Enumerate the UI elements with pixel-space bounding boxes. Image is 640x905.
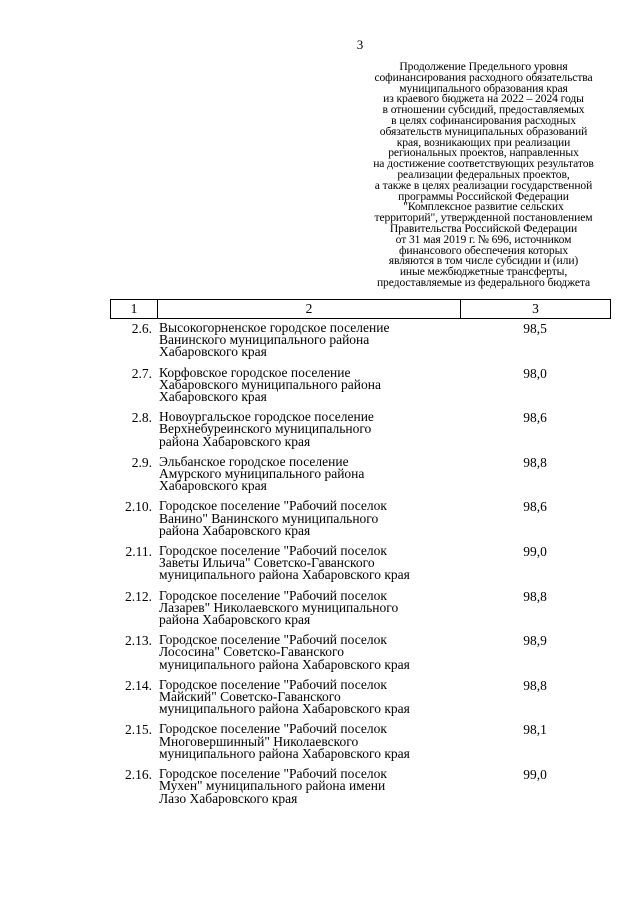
name-line: Корфовское городское поселение	[159, 364, 351, 380]
municipality-name	[157, 723, 460, 760]
name-line: Ванино" Ванинского муниципального	[159, 510, 379, 526]
heading-line: края, возникающих при реализации	[396, 135, 571, 149]
municipality-name	[157, 500, 460, 537]
row-number: 2.8.	[131, 410, 152, 426]
heading-line: из краевого бюджета на 2022 – 2024 годы	[383, 92, 584, 106]
name-line: Заветы Ильича" Советско-Гаванского	[159, 555, 375, 571]
cofinancing-level: 98,6	[523, 499, 547, 515]
row-number: 2.12.	[125, 588, 152, 604]
cofinancing-level: 98,0	[523, 365, 547, 381]
heading-line: иные межбюджетные трансферты,	[399, 265, 568, 279]
name-line: Лазо Хабаровского края	[159, 790, 298, 806]
heading-line: Продолжение Предельного уровня	[399, 60, 568, 73]
cofinancing-level: 98,1	[523, 722, 547, 738]
heading-line: от 31 мая 2019 г. № 696, источником	[395, 232, 572, 246]
table-row	[110, 453, 610, 494]
name-line: Высокогорненское городское поселение	[159, 320, 390, 335]
row-number: 2.15.	[125, 722, 152, 738]
municipality-name	[157, 676, 460, 717]
name-line: Хабаровского края	[159, 478, 267, 494]
name-line: муниципального района Хабаровского края	[159, 745, 410, 761]
heading-line: территорий", утвержденной постановлением	[374, 211, 593, 225]
cofinancing-level: 98,8	[523, 588, 547, 604]
heading-line: финансового обеспечения которых	[398, 243, 569, 257]
municipality-name	[157, 322, 460, 359]
table-row	[110, 676, 610, 717]
name-line: Амурского муниципального района	[159, 466, 365, 482]
heading-line: программы Российской Федерации	[398, 189, 569, 203]
table-row	[110, 500, 610, 537]
table-body	[110, 322, 610, 813]
name-line: муниципального района Хабаровского края	[159, 567, 410, 583]
name-line: района Хабаровского края	[159, 433, 311, 449]
table-row	[110, 411, 610, 448]
table-row	[110, 545, 610, 582]
municipality-name	[157, 453, 460, 494]
municipality-name	[157, 587, 460, 628]
name-line: муниципального района Хабаровского края	[159, 656, 410, 672]
table-row	[110, 364, 610, 405]
name-line: района Хабаровского края	[159, 612, 311, 628]
column-header-value: 3	[461, 300, 611, 319]
name-line: Лазарев" Николаевского муниципального	[159, 599, 399, 615]
cofinancing-level: 98,9	[523, 633, 547, 649]
name-line: района Хабаровского края	[159, 522, 311, 538]
heading-line: реализации федеральных проектов,	[397, 167, 570, 181]
heading-line: "Комплексное развитие сельских	[403, 200, 564, 214]
cofinancing-level: 98,5	[523, 321, 547, 336]
name-line: Хабаровского муниципального района	[159, 376, 381, 392]
row-number: 2.16.	[125, 767, 152, 783]
row-number: 2.11.	[125, 544, 152, 560]
heading-line: обязательств муниципальных образований	[379, 124, 588, 138]
table-row	[110, 587, 610, 628]
name-line: Ванинского муниципального района	[159, 332, 370, 348]
municipality-name	[157, 768, 460, 805]
name-line: муниципального района Хабаровского края	[159, 701, 410, 717]
name-line: Городское поселение "Рабочий поселок	[159, 543, 387, 559]
cofinancing-level: 98,6	[523, 410, 547, 426]
name-line: Городское поселение "Рабочий поселок	[159, 676, 387, 692]
table-row	[110, 723, 610, 760]
municipality-name	[157, 545, 460, 582]
name-line: Новоургальское городское поселение	[159, 409, 374, 425]
table-row	[110, 634, 610, 671]
cofinancing-level: 98,8	[523, 454, 547, 470]
row-number: 2.14.	[125, 677, 152, 693]
heading-line: на достижение соответствующих результатов	[373, 157, 594, 171]
name-line: Хабаровского края	[159, 389, 267, 405]
cofinancing-level: 99,0	[523, 767, 547, 783]
table-header	[110, 299, 611, 319]
table-row	[110, 322, 610, 359]
heading-line: региональных проектов, направленных	[388, 146, 579, 160]
name-line: Верхнебуреинского муниципального	[159, 421, 372, 437]
row-number: 2.6.	[131, 321, 152, 336]
document-heading	[346, 62, 621, 289]
heading-line: являются в том числе субсидии и (или)	[388, 254, 579, 268]
heading-line: софинансирования расходного обязательства	[374, 70, 593, 84]
name-line: Городское поселение "Рабочий поселок	[159, 498, 387, 514]
name-line: Лососина" Советско-Гаванского	[159, 644, 344, 660]
name-line: Хабаровского края	[159, 344, 267, 360]
heading-line: Правительства Российской Федерации	[389, 221, 578, 235]
cofinancing-level: 99,0	[523, 544, 547, 560]
heading-line: а также в целях реализации государственной	[374, 178, 593, 192]
name-line: Городское поселение "Рабочий поселок	[159, 721, 387, 737]
name-line: Майский" Советско-Гаванского	[159, 689, 341, 705]
name-line: Городское поселение "Рабочий поселок	[159, 587, 387, 603]
name-line: Городское поселение "Рабочий поселок	[159, 766, 387, 782]
column-header-number: 1	[111, 300, 158, 319]
name-line: Городское поселение "Рабочий поселок	[159, 632, 387, 648]
table-row	[110, 768, 610, 805]
column-header-name: 2	[158, 300, 461, 319]
row-number: 2.13.	[125, 633, 152, 649]
municipality-name	[157, 634, 460, 671]
heading-line: предоставляемые из федерального бюджета	[376, 275, 591, 289]
page-number: 3	[356, 37, 364, 52]
heading-line: в отношении субсидий, предоставляемых	[382, 103, 585, 117]
municipality-name	[157, 411, 460, 448]
name-line: Эльбанское городское поселение	[159, 453, 349, 469]
cofinancing-level: 98,8	[523, 677, 547, 693]
name-line: Мухен" муниципального района имени	[159, 778, 386, 794]
municipality-name	[157, 364, 460, 405]
heading-line: в целях софинансирования расходных	[391, 113, 576, 127]
name-line: Многовершинный" Николаевского	[159, 733, 359, 749]
row-number: 2.9.	[131, 454, 152, 470]
row-number: 2.7.	[131, 365, 152, 381]
heading-line: муниципального образования края	[399, 81, 568, 95]
row-number: 2.10.	[125, 499, 152, 515]
